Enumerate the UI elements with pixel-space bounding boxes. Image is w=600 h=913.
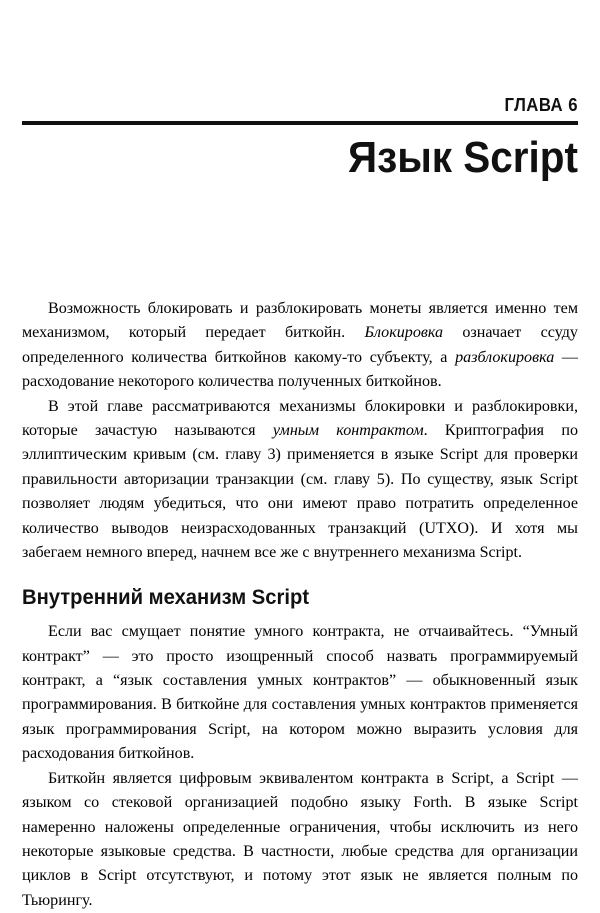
page-body (22, 297, 578, 913)
body-paragraph: В этой главе рассматриваются механизмы блокировки и разблокировки, которые зачастую называются умным контрактом. Криптография по эллиптическим кривым (см. главу 3) применяется в языке Script для проверки правильности авторизации транзакции (см. главу 5). По существу, язык Script позволяет людям убедиться, что они имеют право потратить определенное количество выводов неизрасходованных транзакций (UTXO). И хотя мы забегаем немного вперед, начнем все же с внутреннего механизма Script. (22, 397, 578, 562)
emphasized-term: разблокировка (455, 348, 555, 366)
body-paragraph: Возможность блокировать и разблокировать монеты является именно тем механизмом, который передает биткойн. Блокировка означает ссуду определенного количества биткойнов какому-то субъекту, а разблокировка — расходование некоторого количества полученных биткойнов. (22, 300, 578, 391)
chapter-number-label: ГЛАВА 6 (504, 95, 578, 115)
emphasized-term: Блокировка (364, 324, 444, 342)
body-paragraph: Если вас смущает понятие умного контракта, не отчаивайтесь. “Умный контракт” — это просто изощренный способ назвать программируемый контракт, а “язык составления умных контрактов” — обыкновенный язык программирования. В биткойне для составления умных контрактов применяется язык программирования Script, на котором можно выразить условия для расходования биткойнов. (22, 623, 578, 763)
section-heading: Внутренний механизм Script (22, 585, 310, 610)
body-paragraph: Биткойн является цифровым эквивалентом контракта в Script, a Script — языком со стековой организацией подобно языку Forth. В языке Script намеренно наложены определенные ограничения, чтобы исключить из него некоторые языковые средства. В частности, любые средства для организации циклов в Script отсутствуют, и потому этот язык не является полным по Тьюрингу. (22, 769, 578, 909)
chapter-title: Язык Script (347, 132, 578, 182)
emphasized-term: умным контрактом (272, 422, 424, 440)
chapter-header (22, 96, 578, 182)
chapter-divider-rule (22, 121, 578, 125)
